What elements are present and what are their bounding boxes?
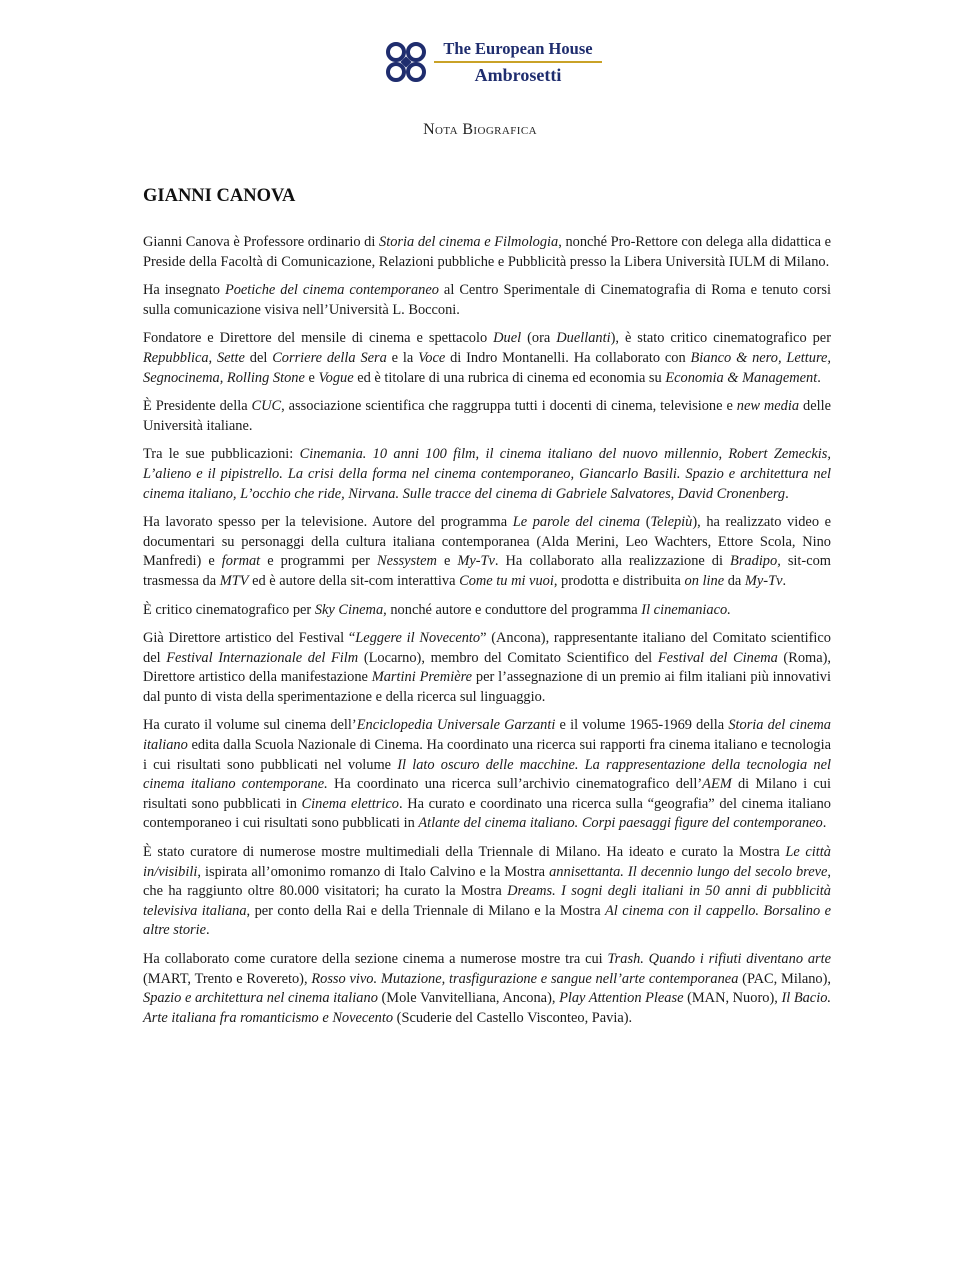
italic-title-text: Atlante del cinema italiano. Corpi paesaggi figure del contemporaneo — [418, 815, 823, 832]
italic-title-text: Cinema elettrico — [301, 795, 399, 812]
italic-title-text: Festival del Cinema — [657, 649, 778, 666]
paragraph-text: , per conto della Rai e della Triennale di Milano e la Mostra — [246, 902, 606, 919]
paragraph-text: e la — [386, 349, 419, 366]
paragraph-text: e programmi per — [260, 553, 377, 570]
paragraph-text: Fondatore e Direttore del mensile di cinema e spettacolo — [143, 330, 494, 347]
paragraph-text: Gianni Canova è Professore ordinario di — [143, 234, 380, 250]
paragraph-text: , — [670, 485, 678, 502]
italic-title-text: Economia & Management — [665, 369, 818, 386]
paragraph-text: e — [304, 369, 319, 386]
paragraph-text: Già Direttore artistico del Festival “ — [143, 630, 356, 647]
paragraph-text: , nonché Pro-Rettore con delega alla didattica e Preside della Facoltà di Comunicazione, Relazioni pubbliche e Pubblicità presso la Libera Università IULM di Milano. — [143, 234, 831, 270]
paragraph-text: (PAC, Milano), — [738, 970, 832, 987]
italic-title-text: Leggere il Novecento — [355, 630, 481, 647]
italic-title-text: Dreams. I sogni degli italiani in 50 anni di pubblicità televisiva italiana — [143, 883, 831, 919]
italic-title-text: on line — [684, 572, 725, 589]
brand-divider — [434, 61, 602, 63]
paragraph-text: È Presidente della — [143, 398, 252, 415]
brand-name — [434, 39, 602, 86]
italic-title-text: Al cinema con il cappello. Borsalino e altre storie — [143, 902, 831, 939]
paragraph-text: , nonché autore e conduttore del programma — [383, 601, 642, 618]
paragraph-text: ), è stato critico cinematografico per — [610, 330, 831, 347]
paragraph-text: ), ha realizzato video e documentari su personaggi della cultura italiana contemporanea (Alda Merini, Leo Wachters, Ettore Scola, Nino Manfredi) e — [143, 514, 832, 570]
bio-paragraph — [143, 629, 831, 707]
italic-title-text: Duellanti — [556, 330, 611, 347]
ambrosetti-logo-icon — [382, 38, 430, 86]
paragraph-text: ( — [640, 514, 651, 531]
brand-line-2: Ambrosetti — [474, 64, 562, 85]
italic-title-text: annisettanta. Il decennio lungo del secolo breve — [549, 863, 828, 880]
paragraph-text: Tra le sue pubblicazioni: — [143, 446, 300, 463]
bio-paragraph — [143, 281, 831, 320]
italic-title-text: Enciclopedia Universale Garzanti — [356, 717, 556, 734]
italic-title-text: Martini Première — [371, 669, 473, 686]
italic-title-text: David Cronenberg — [677, 485, 786, 502]
paragraph-text: del — [244, 349, 273, 366]
bio-paragraph — [143, 513, 831, 591]
paragraph-text: e — [436, 553, 458, 570]
italic-title-text: Il Bacio. Arte italiana fra romanticismo e Novecento — [143, 990, 831, 1026]
italic-title-text: Corriere della Sera — [272, 349, 387, 366]
italic-title-text: Rosso vivo. Mutazione, trasfigurazione e sangue nell’arte contemporanea — [311, 970, 739, 987]
paragraph-text: Ha insegnato — [143, 282, 225, 299]
italic-title-text: Il lato oscuro delle macchine. La rappresentazione della tecnologia nel cinema italiano contemporane. — [143, 756, 831, 793]
italic-title-text: Trash. Quando i rifiuti diventano arte — [607, 951, 832, 967]
italic-title-text: Come tu mi vuoi — [459, 572, 554, 589]
paragraph-text: (ora — [521, 330, 557, 347]
paragraph-text: , associazione scientifica che raggruppa tutti i docenti di cinema, televisione e — [281, 398, 737, 415]
paragraph-text: , prodotta e distribuita — [553, 572, 685, 589]
paragraph-text: . — [817, 369, 821, 386]
bio-paragraph — [143, 329, 831, 388]
paragraph-text: , ispirata all’omonimo romanzo di Italo Calvino e la Mostra — [197, 863, 550, 880]
paragraph-text: . Ha collaborato alla realizzazione di — [494, 553, 731, 570]
biography-body — [143, 233, 831, 1037]
italic-title-text: Vogue — [318, 369, 354, 386]
paragraph-text: . — [782, 572, 787, 589]
paragraph-text: ed è titolare di una rubrica di cinema ed economia su — [353, 369, 666, 386]
paragraph-text: (Roma), Direttore artistico della manifestazione — [143, 649, 831, 686]
italic-title-text: Le parole del cinema — [512, 514, 641, 531]
italic-title-text: Bianco & nero, Letture, Segnocinema, Rolling Stone — [143, 349, 831, 386]
italic-title-text: My-Tv — [457, 553, 495, 570]
paragraph-text: ” (Ancona), rappresentante italiano del Comitato scientifico del — [143, 630, 831, 666]
italic-title-text: new media — [736, 398, 800, 415]
paragraph-text: delle Università italiane. — [143, 398, 831, 434]
italic-title-text: Repubblica, Sette — [143, 349, 245, 366]
bio-paragraph — [143, 445, 831, 504]
paragraph-text: Ha collaborato come curatore della sezione cinema a numerose mostre tra cui — [143, 951, 608, 967]
paragraph-text: . — [785, 485, 789, 502]
paragraph-text: (Scuderie del Castello Visconteo, Pavia). — [393, 1009, 633, 1026]
paragraph-text: (Mole Vanvitelliana, Ancona), — [377, 990, 560, 1007]
italic-title-text: Il cinemaniaco. — [641, 601, 731, 618]
brand-logo — [382, 38, 602, 86]
paragraph-text: e il volume 1965-1969 della — [555, 717, 729, 734]
italic-title-text: AEM — [702, 776, 732, 793]
italic-title-text: Storia del cinema italiano — [143, 717, 831, 754]
italic-title-text: Bradipo, — [730, 553, 781, 570]
bio-paragraph — [143, 233, 831, 272]
paragraph-text: sit-com trasmessa da — [143, 553, 832, 589]
italic-title-text: Voce — [418, 349, 446, 366]
paragraph-text: . — [822, 815, 827, 832]
paragraph-text: Ha coordinato una ricerca sull’archivio cinematografico dell’ — [327, 776, 703, 793]
italic-title-text: Nessystem — [376, 553, 437, 570]
paragraph-text: (MART, Trento e Rovereto), — [143, 970, 312, 987]
italic-title-text: MTV — [219, 572, 249, 589]
bio-paragraph — [143, 950, 831, 1028]
paragraph-text: È stato curatore di numerose mostre multimediali della Triennale di Milano. Ha ideato e curato la Mostra — [143, 844, 786, 861]
paragraph-text: edita dalla Scuola Nazionale di Cinema. Ha coordinato una ricerca sui rapporti fra cinema italiano e tecnologia i cui risultati sono pubblicati nel volume — [143, 737, 831, 773]
paragraph-text: al Centro Sperimentale di Cinematografia di Roma e tenuto corsi sulla comunicazione visiva nell’Università L. Bocconi. — [143, 282, 831, 318]
italic-title-text: Festival Internazionale del Film — [166, 649, 359, 666]
paragraph-text: Ha curato il volume sul cinema dell’ — [143, 717, 357, 734]
paragraph-text: (MAN, Nuoro), — [683, 990, 782, 1007]
italic-title-text: CUC — [251, 398, 282, 415]
italic-title-text: Le città in/visibili — [143, 844, 831, 880]
italic-title-text: Cinemania. 10 anni 100 film, il cinema italiano del nuovo millennio, Robert Zemeckis, L’alieno e il pipistrello. La crisi della forma nel cinema contemporaneo, Giancarlo Basili. Spazio e architettura nel cinema italiano, L’occhio che ride, Nirvana. Sulle tracce del cinema di Gabriele Salvatores — [143, 446, 831, 502]
bio-paragraph — [143, 601, 831, 621]
document-title: Nota Biografica — [423, 121, 537, 138]
paragraph-text: (Locarno), membro del Comitato Scientifico del — [358, 649, 658, 666]
paragraph-text: per l’assegnazione di un premio ai film italiani più innovativi dal punto di vista della sperimentazione e della ricerca sul linguaggio. — [143, 669, 831, 705]
italic-title-text: Duel — [493, 330, 522, 347]
paragraph-text: , che ha raggiunto oltre 80.000 visitatori; ha curato la Mostra — [143, 863, 831, 900]
paragraph-text: di Milano i cui risultati sono pubblicati in — [143, 776, 831, 812]
italic-title-text: My-Tv — [744, 572, 783, 589]
italic-title-text: format — [221, 553, 261, 570]
italic-title-text: Telepiù — [650, 514, 693, 531]
bio-paragraph — [143, 716, 831, 834]
italic-title-text: Play Attention Please — [559, 990, 684, 1007]
person-name: GIANNI CANOVA — [143, 186, 296, 206]
italic-title-text: Poetiche del cinema contemporaneo — [224, 282, 439, 299]
paragraph-text: da — [724, 572, 745, 589]
paragraph-text: di Indro Montanelli. Ha collaborato con — [445, 349, 691, 366]
italic-title-text: Spazio e architettura nel cinema italiano — [143, 990, 378, 1007]
paragraph-text: . Ha curato e coordinato una ricerca sulla “geografia” del cinema italiano contemporaneo i cui risultati sono pubblicati in — [143, 795, 831, 832]
italic-title-text: Sky Cinema — [314, 601, 384, 618]
italic-title-text: Storia del cinema e Filmologia — [379, 234, 559, 250]
paragraph-text: Ha lavorato spesso per la televisione. Autore del programma — [143, 514, 513, 531]
brand-line-1: The European House — [443, 38, 593, 58]
bio-paragraph — [143, 843, 831, 941]
paragraph-text: È critico cinematografico per — [143, 601, 315, 618]
paragraph-text: ed è autore della sit-com interattiva — [248, 572, 460, 589]
bio-paragraph — [143, 397, 831, 436]
paragraph-text: . — [206, 922, 210, 939]
